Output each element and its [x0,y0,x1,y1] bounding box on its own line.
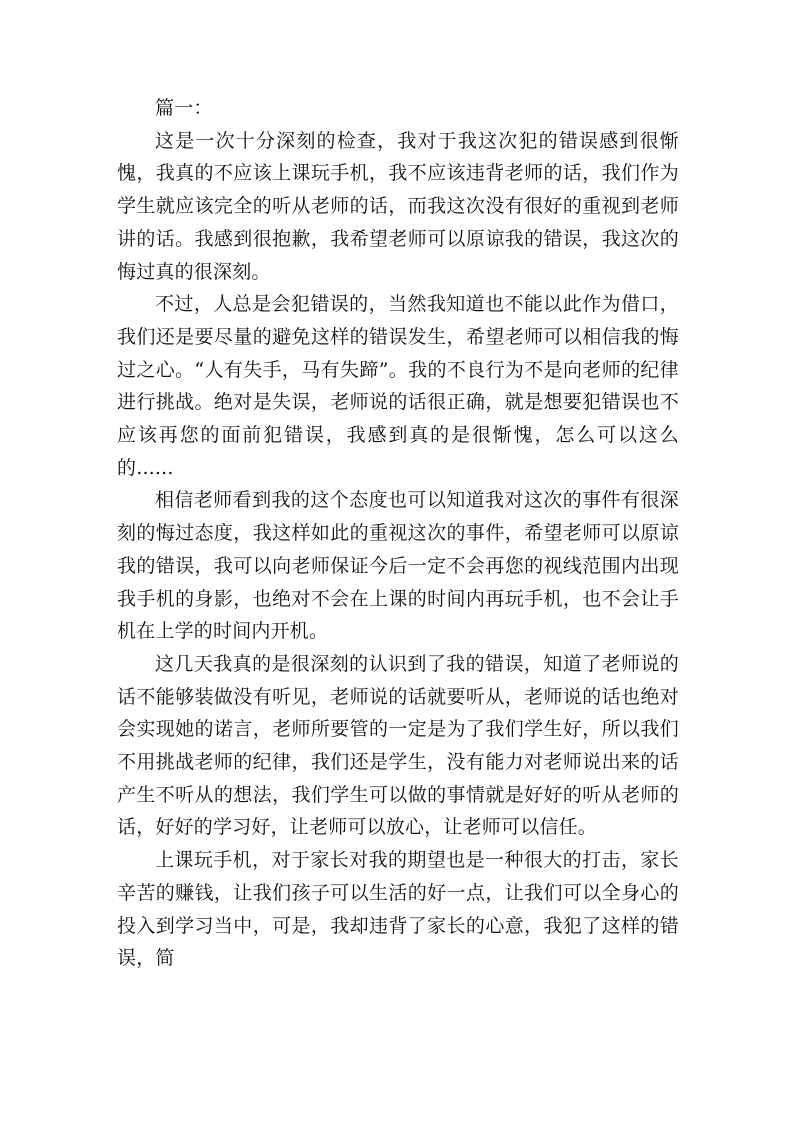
paragraph-2: 不过，人总是会犯错误的，当然我知道也不能以此作为借口，我们还是要尽量的避免这样的错误发生，希望老师可以相信我的悔过之心。“人有失手，马有失蹄”。我的不良行为不是向老师的纪律进行挑战。绝对是失误，老师说的话很正确，就是想要犯错误也不应该再您的面前犯错误，我感到真的是很惭愧，怎么可以这么的...... [117,293,679,479]
document-body [117,92,679,975]
paragraph-3: 相信老师看到我的这个态度也可以知道我对这次的事件有很深刻的悔过态度，我这样如此的重视这次的事件，希望老师可以原谅我的错误，我可以向老师保证今后一定不会再您的视线范围内出现我手机的身影，也绝对不会在上课的时间内再玩手机，也不会让手机在上学的时间内开机。 [117,489,679,643]
paragraph-4: 这几天我真的是很深刻的认识到了我的错误，知道了老师说的话不能够装做没有听见，老师说的话就要听从，老师说的话也绝对会实现她的诺言，老师所要管的一定是为了我们学生好，所以我们不用挑战老师的纪律，我们还是学生，没有能力对老师说出来的话产生不听从的想法，我们学生可以做的事情就是好好的听从老师的话，好好的学习好，让老师可以放心，让老师可以信任。 [117,652,679,839]
paragraph-1: 这是一次十分深刻的检查，我对于我这次犯的错误感到很惭愧，我真的不应该上课玩手机，我不应该违背老师的话，我们作为学生就应该完全的听从老师的话，而我这次没有很好的重视到老师讲的话。我感到很抱歉，我希望老师可以原谅我的错误，我这次的悔过真的很深刻。 [117,129,679,283]
document-heading: 篇一： [155,97,213,119]
paragraph-5: 上课玩手机，对于家长对我的期望也是一种很大的打击，家长辛苦的赚钱，让我们孩子可以生活的好一点，让我们可以全身心的投入到学习当中，可是，我却违背了家长的心意，我犯了这样的错误，简 [117,849,679,970]
